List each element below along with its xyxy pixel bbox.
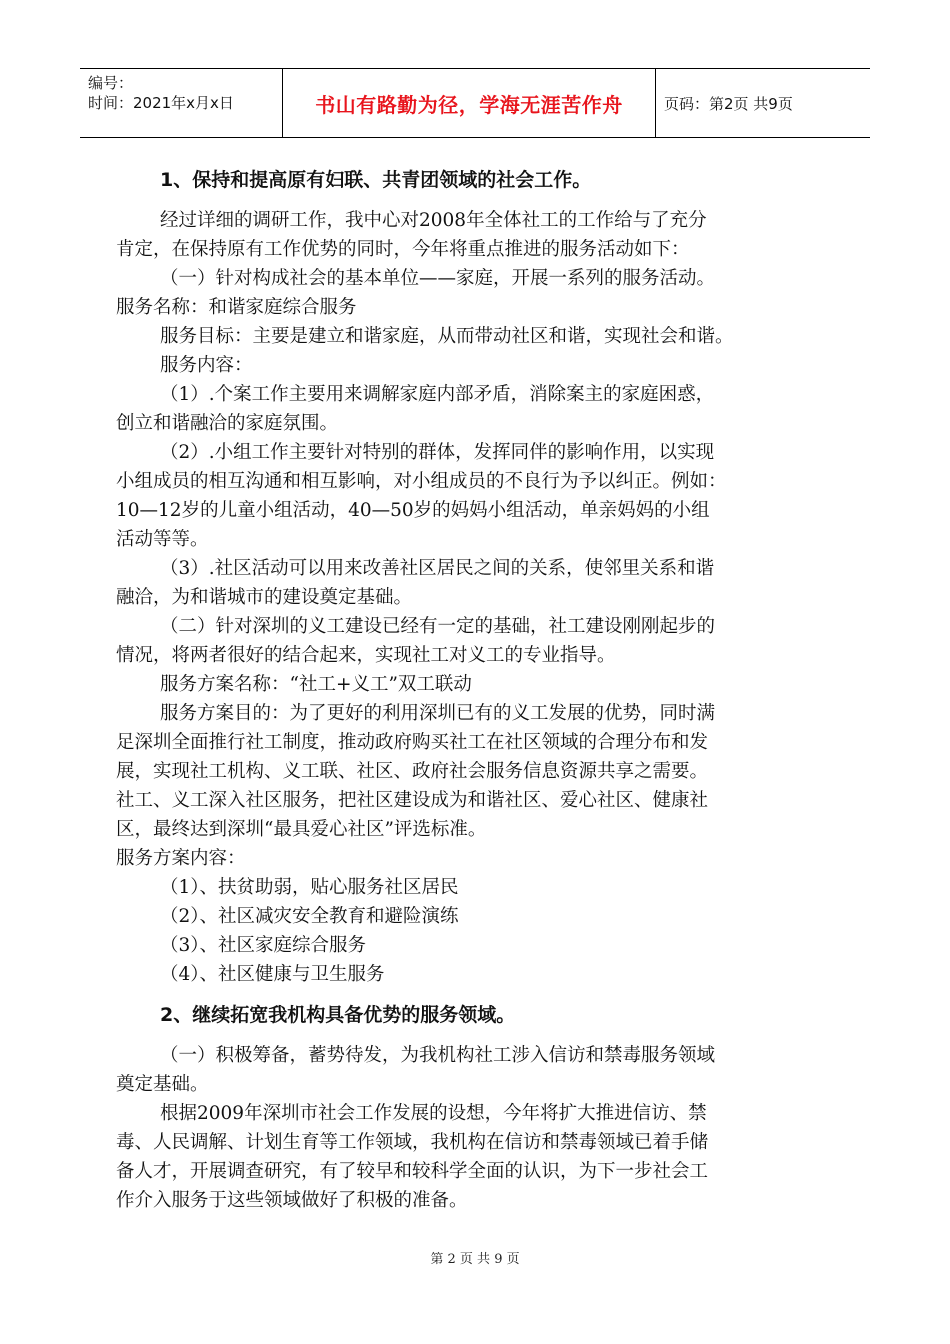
page-footer: 第 2 页 共 9 页 [430,1252,520,1267]
paragraph-line: 根据2009年深圳市社会工作发展的设想，今年将扩大推进信访、禁 [160,1103,707,1124]
list-item: （1）、扶贫助弱，贴心服务社区居民 [160,877,459,898]
paragraph-line: 活动等等。 [116,529,209,550]
paragraph-line: （一）针对构成社会的基本单位——家庭，开展一系列的服务活动。 [160,268,716,289]
header-meta-cell [80,69,283,137]
paragraph-line: 情况，将两者很好的结合起来，实现社工对义工的专业指导。 [116,645,616,666]
paragraph-line: 备人才，开展调查研究，有了较早和较科学全面的认识，为下一步社会工 [116,1161,709,1182]
paragraph-line: 服务方案内容： [116,848,246,869]
paragraph-line: 经过详细的调研工作，我中心对2008年全体社工的工作给与了充分 [160,210,707,231]
paragraph-line: （一）积极筹备，蓄势待发，为我机构社工涉入信访和禁毒服务领域 [160,1045,716,1066]
paragraph-line: 奠定基础。 [116,1074,209,1095]
paragraph-line: 毒、人民调解、计划生育等工作领域，我机构在信访和禁毒领域已着手储 [116,1132,709,1153]
header-time-label: 时间：2021年x月x日 [88,94,234,112]
paragraph-line: 服务方案名称：“社工+义工”双工联动 [160,674,472,695]
paragraph-line: 足深圳全面推行社工制度，推动政府购买社工在社区领域的合理分布和发 [116,732,709,753]
header-number-label: 编号： [88,74,134,92]
list-item: （2）、社区减灾安全教育和避险演练 [160,906,459,927]
paragraph-line: 区，最终达到深圳“最具爱心社区”评选标准。 [116,819,487,840]
paragraph-line: 小组成员的相互沟通和相互影响，对小组成员的不良行为予以纠正。例如： [116,471,727,492]
paragraph-line: （二）针对深圳的义工建设已经有一定的基础，社工建设刚刚起步的 [160,616,716,637]
paragraph-line: （2）.小组工作主要针对特别的群体，发挥同伴的影响作用，以实现 [160,442,715,463]
paragraph-line: 服务内容： [160,355,253,376]
paragraph-line: 服务名称：和谐家庭综合服务 [116,297,357,318]
paragraph-line: （1）.个案工作主要用来调解家庭内部矛盾，消除案主的家庭困惑， [160,384,715,405]
header-motto: 书山有路勤为径，学海无涯苦作舟 [283,69,656,137]
document-body [116,160,836,1215]
paragraph-line: 展，实现社工机构、义工联、社区、政府社会服务信息资源共享之需要。 [116,761,709,782]
section-heading-1: 1、保持和提高原有妇联、共青团领域的社会工作。 [160,169,592,191]
paragraph-line: 社工、义工深入社区服务，把社区建设成为和谐社区、爱心社区、健康社 [116,790,709,811]
paragraph-line: 服务目标：主要是建立和谐家庭，从而带动社区和谐，实现社会和谐。 [160,326,734,347]
section-heading-2: 2、继续拓宽我机构具备优势的服务领域。 [160,1004,516,1026]
list-item: （3）、社区家庭综合服务 [160,935,367,956]
paragraph-line: 融洽，为和谐城市的建设奠定基础。 [116,587,413,608]
list-item: （4）、社区健康与卫生服务 [160,964,385,985]
page-header-table [80,68,870,138]
paragraph-line: （3）.社区活动可以用来改善社区居民之间的关系，使邻里关系和谐 [160,558,715,579]
paragraph-line: 服务方案目的：为了更好的利用深圳已有的义工发展的优势，同时满 [160,703,716,724]
paragraph-line: 创立和谐融洽的家庭氛围。 [116,413,339,434]
header-page-label: 页码：第2页 共9页 [664,94,793,113]
paragraph-line: 肯定，在保持原有工作优势的同时，今年将重点推进的服务活动如下： [116,239,690,260]
paragraph-line: 10—12岁的儿童小组活动，40—50岁的妈妈小组活动，单亲妈妈的小组 [116,500,710,521]
paragraph-line: 作介入服务于这些领域做好了积极的准备。 [116,1190,468,1211]
